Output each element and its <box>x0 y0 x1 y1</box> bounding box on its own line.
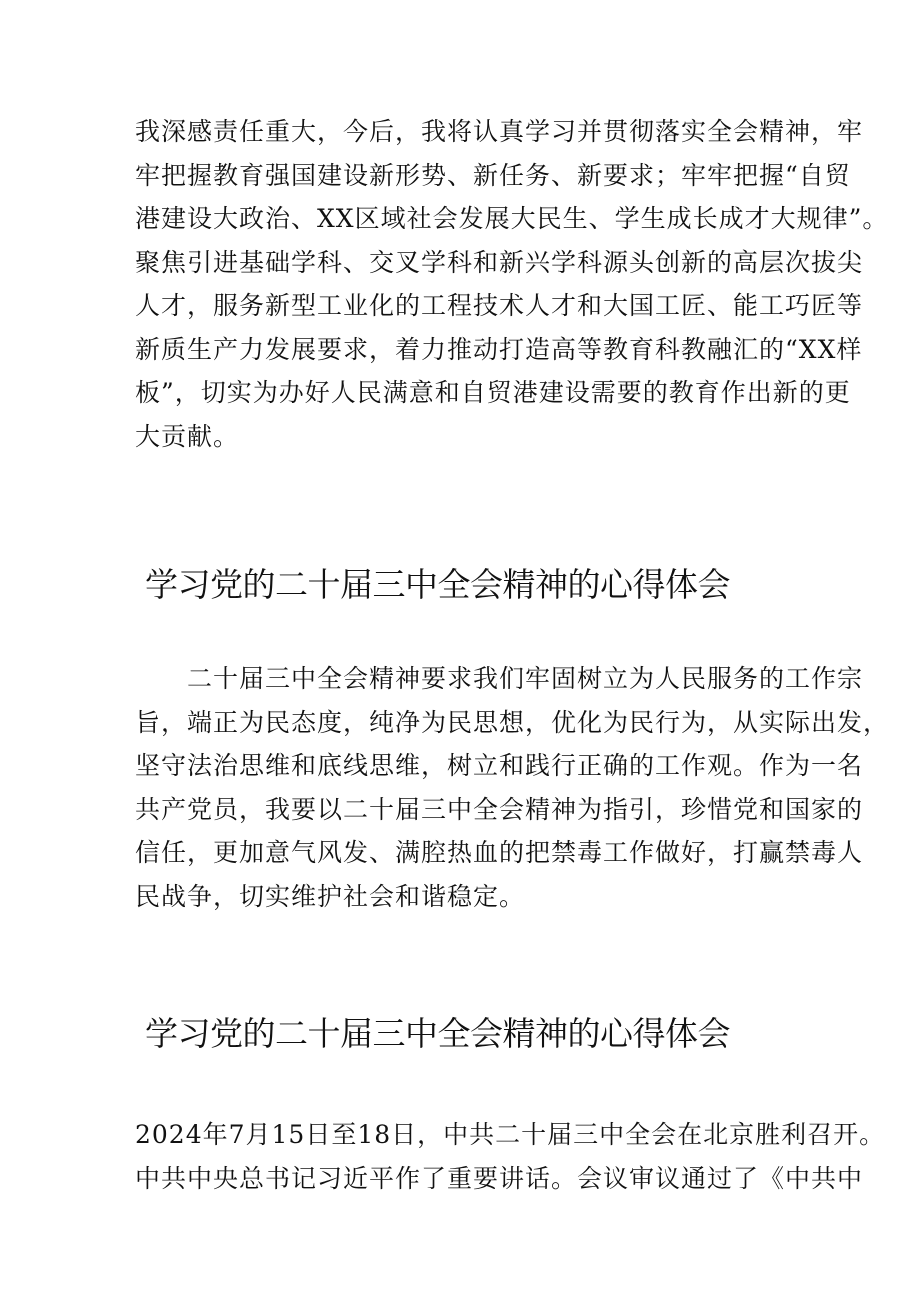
text-line: 我深感责任重大，今后，我将认真学习并贯彻落实全会精神，牢 <box>135 117 864 146</box>
text-line: 聚焦引进基础学科、交叉学科和新兴学科源头创新的高层次拔尖 <box>135 247 864 277</box>
text-line: 中共中央总书记习近平作了重要讲话。会议审议通过了《中共中 <box>135 1163 864 1193</box>
text-line: 坚守法治思维和底线思维，树立和践行正确的工作观。作为一名 <box>135 751 864 780</box>
body-paragraph <box>135 657 890 918</box>
text-line: 人才，服务新型工业化的工程技术人才和大国工匠、能工巧匠等 <box>135 291 864 320</box>
text-line: 信任，更加意气风发、满腔热血的把禁毒工作做好，打赢禁毒人 <box>135 838 864 867</box>
text-line: 旨，端正为民态度，纯净为民思想，优化为民行为，从实际出发， <box>135 707 890 737</box>
text-line: 板”，切实为办好人民满意和自贸港建设需要的教育作出新的更 <box>135 378 851 407</box>
section-heading: 学习党的二十届三中全会精神的心得体会 <box>145 1014 730 1053</box>
text-line: 民战争，切实维护社会和谐稳定。 <box>135 881 526 911</box>
text-line: 新质生产力发展要求，着力推动打造高等教育科教融汇的“XX样 <box>135 334 863 364</box>
text-line: 共产党员，我要以二十届三中全会精神为指引，珍惜党和国家的 <box>135 794 864 824</box>
text-line: 大贡献。 <box>135 421 240 451</box>
text-line: 牢把握教育强国建设新形势、新任务、新要求；牢牢把握“自贸 <box>135 160 851 190</box>
text-line: 港建设大政治、XX区域社会发展大民生、学生成长成才大规律”。 <box>135 204 889 233</box>
body-paragraph <box>135 1113 886 1200</box>
text-line: 2024年7月15日至18日，中共二十届三中全会在北京胜利召开。 <box>135 1120 886 1149</box>
text-line: 二十届三中全会精神要求我们牢固树立为人民服务的工作宗 <box>135 664 864 693</box>
body-paragraph <box>135 110 889 458</box>
section-heading: 学习党的二十届三中全会精神的心得体会 <box>145 565 730 604</box>
